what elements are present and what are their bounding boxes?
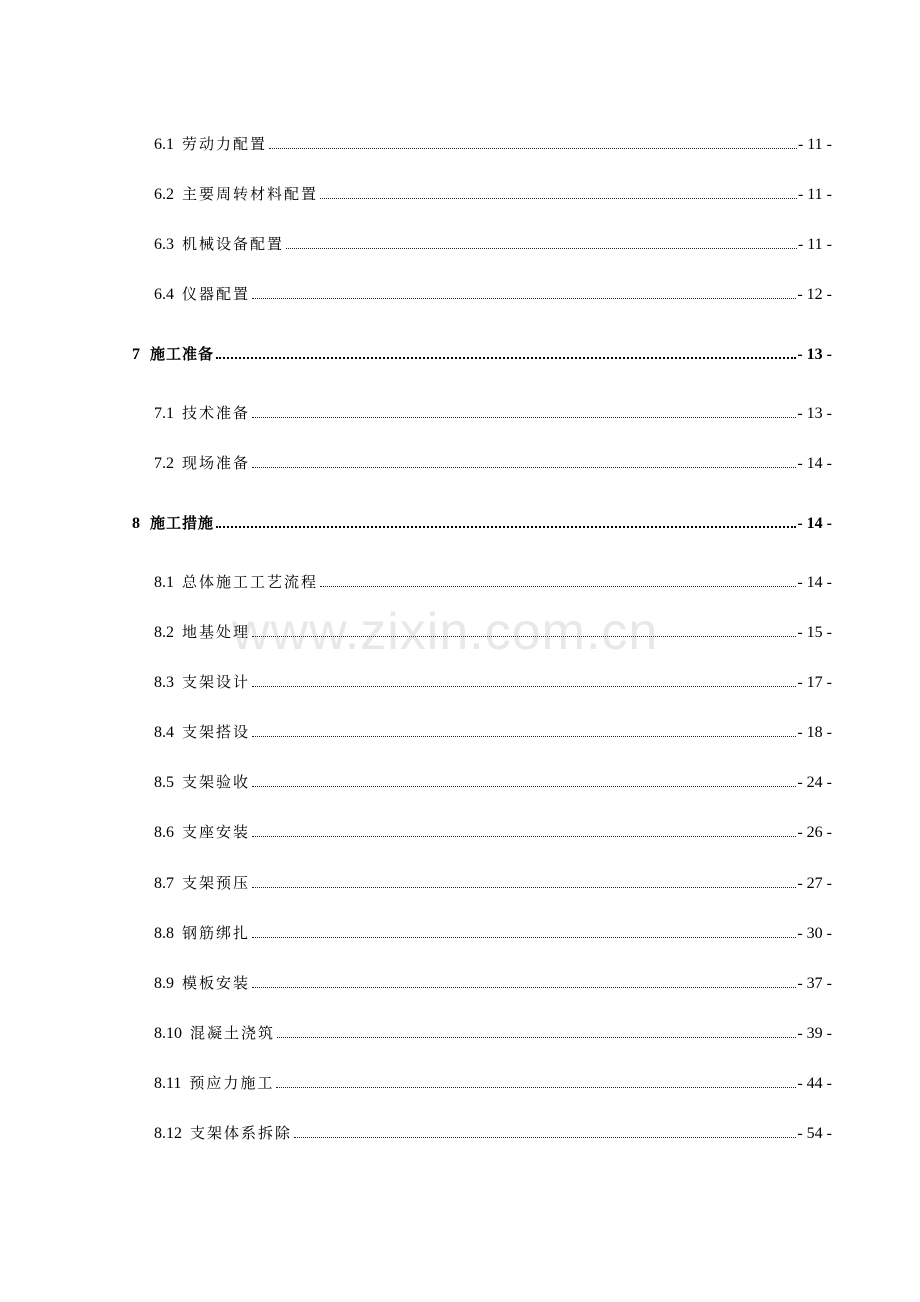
toc-entry-title: 模板安装 (182, 974, 251, 992)
toc-entry-page: - 13 - (797, 405, 832, 422)
toc-entry-title: 施工措施 (150, 514, 215, 532)
toc-entry-page: - 18 - (797, 724, 832, 741)
watermark-text: www.zixin.com.cn (232, 603, 659, 661)
toc-leader-dots (320, 186, 797, 200)
toc-entry-title: 施工准备 (150, 345, 215, 363)
toc-entry-number: 7 (132, 346, 140, 363)
toc-entry-number: 8.2 (154, 624, 174, 641)
toc-entry-title: 钢筋绑扎 (182, 924, 251, 942)
toc-leader-dots (252, 975, 796, 989)
toc-entry-page: - 15 - (797, 624, 832, 641)
toc-entry-8-1[interactable] (154, 572, 832, 592)
toc-entry-8-12[interactable] (154, 1123, 832, 1143)
toc-entry-7-2[interactable] (154, 453, 832, 473)
toc-entry-number: 6.3 (154, 236, 174, 253)
toc-entry-page: - 37 - (797, 975, 832, 992)
toc-entry-number: 6.4 (154, 286, 174, 303)
toc-entry-number: 8.8 (154, 925, 174, 942)
toc-leader-dots (294, 1125, 796, 1139)
toc-entry-title: 技术准备 (182, 404, 251, 422)
toc-entry-8-9[interactable] (154, 973, 832, 993)
toc-entry-8-2[interactable] (154, 622, 832, 642)
toc-entry-page: - 12 - (797, 286, 832, 303)
toc-entry-page: - 17 - (797, 674, 832, 691)
toc-entry-page: - 26 - (797, 824, 832, 841)
toc-leader-dots (216, 515, 796, 529)
toc-entry-page: - 39 - (797, 1025, 832, 1042)
toc-leader-dots (286, 236, 797, 250)
toc-leader-dots (252, 455, 796, 469)
toc-entry-6-3[interactable] (154, 234, 832, 254)
toc-entry-title: 现场准备 (182, 454, 251, 472)
toc-entry-page: - 11 - (797, 236, 832, 253)
toc-entry-page: - 30 - (797, 925, 832, 942)
toc-entry-8-4[interactable] (154, 722, 832, 742)
toc-entry-title: 支架验收 (182, 773, 251, 791)
toc-entry-number: 8.4 (154, 724, 174, 741)
toc-leader-dots (252, 724, 796, 738)
toc-entry-8-7[interactable] (154, 873, 832, 893)
toc-leader-dots (252, 875, 796, 889)
toc-entry-page: - 13 - (797, 346, 832, 363)
toc-entry-title: 支架搭设 (182, 723, 251, 741)
toc-leader-dots (252, 674, 796, 688)
toc-entry-6-2[interactable] (154, 184, 832, 204)
toc-entry-number: 8.5 (154, 774, 174, 791)
toc-entry-number: 8.1 (154, 574, 174, 591)
toc-entry-number: 6.2 (154, 186, 174, 203)
toc-leader-dots (252, 286, 796, 300)
toc-entry-number: 7.2 (154, 455, 174, 472)
toc-entry-title: 预应力施工 (189, 1074, 275, 1092)
toc-leader-dots (216, 346, 796, 360)
toc-entry-number: 6.1 (154, 136, 174, 153)
toc-entry-number: 8.6 (154, 824, 174, 841)
toc-entry-title: 主要周转材料配置 (182, 185, 319, 203)
toc-entry-title: 总体施工工艺流程 (182, 573, 319, 591)
toc-entry-8[interactable] (132, 513, 832, 533)
toc-entry-title: 仪器配置 (182, 285, 251, 303)
toc-entry-8-5[interactable] (154, 772, 832, 792)
toc-entry-number: 7.1 (154, 405, 174, 422)
toc-entry-page: - 44 - (797, 1075, 832, 1092)
toc-entry-page: - 14 - (797, 574, 832, 591)
toc-leader-dots (252, 624, 796, 638)
toc-leader-dots (276, 1075, 796, 1089)
toc-entry-title: 支架预压 (182, 874, 251, 892)
toc-entry-title: 支架体系拆除 (190, 1124, 293, 1142)
toc-entry-page: - 24 - (797, 774, 832, 791)
toc-entry-6-1[interactable] (154, 134, 832, 154)
toc-entry-number: 8.3 (154, 674, 174, 691)
toc-entry-7-1[interactable] (154, 403, 832, 423)
toc-entry-number: 8.7 (154, 875, 174, 892)
toc-leader-dots (252, 925, 796, 939)
toc-leader-dots (320, 574, 796, 588)
toc-leader-dots (252, 824, 796, 838)
toc-entry-number: 8.11 (154, 1075, 182, 1092)
toc-entry-page: - 11 - (797, 136, 832, 153)
toc-entry-title: 地基处理 (182, 623, 251, 641)
toc-entry-title: 劳动力配置 (182, 135, 268, 153)
toc-entry-title: 机械设备配置 (182, 235, 285, 253)
toc-entry-7[interactable] (132, 344, 832, 364)
toc-leader-dots (277, 1025, 796, 1039)
toc-entry-8-6[interactable] (154, 822, 832, 842)
toc-entry-page: - 54 - (797, 1125, 832, 1142)
toc-entry-page: - 27 - (797, 875, 832, 892)
toc-entry-number: 8.10 (154, 1025, 182, 1042)
toc-entry-title: 混凝土浇筑 (190, 1024, 276, 1042)
toc-leader-dots (252, 774, 796, 788)
toc-entry-number: 8.12 (154, 1125, 182, 1142)
toc-entry-8-3[interactable] (154, 672, 832, 692)
toc-entry-8-10[interactable] (154, 1023, 832, 1043)
toc-entry-page: - 11 - (797, 186, 832, 203)
toc-entry-page: - 14 - (797, 455, 832, 472)
toc-entry-8-11[interactable] (154, 1073, 832, 1093)
toc-entry-title: 支座安装 (182, 823, 251, 841)
toc-entry-page: - 14 - (797, 515, 832, 532)
toc-leader-dots (269, 136, 797, 150)
toc-entry-number: 8.9 (154, 975, 174, 992)
toc-entry-number: 8 (132, 515, 140, 532)
toc-entry-6-4[interactable] (154, 284, 832, 304)
toc-entry-title: 支架设计 (182, 673, 251, 691)
toc-entry-8-8[interactable] (154, 923, 832, 943)
toc-leader-dots (252, 405, 796, 419)
